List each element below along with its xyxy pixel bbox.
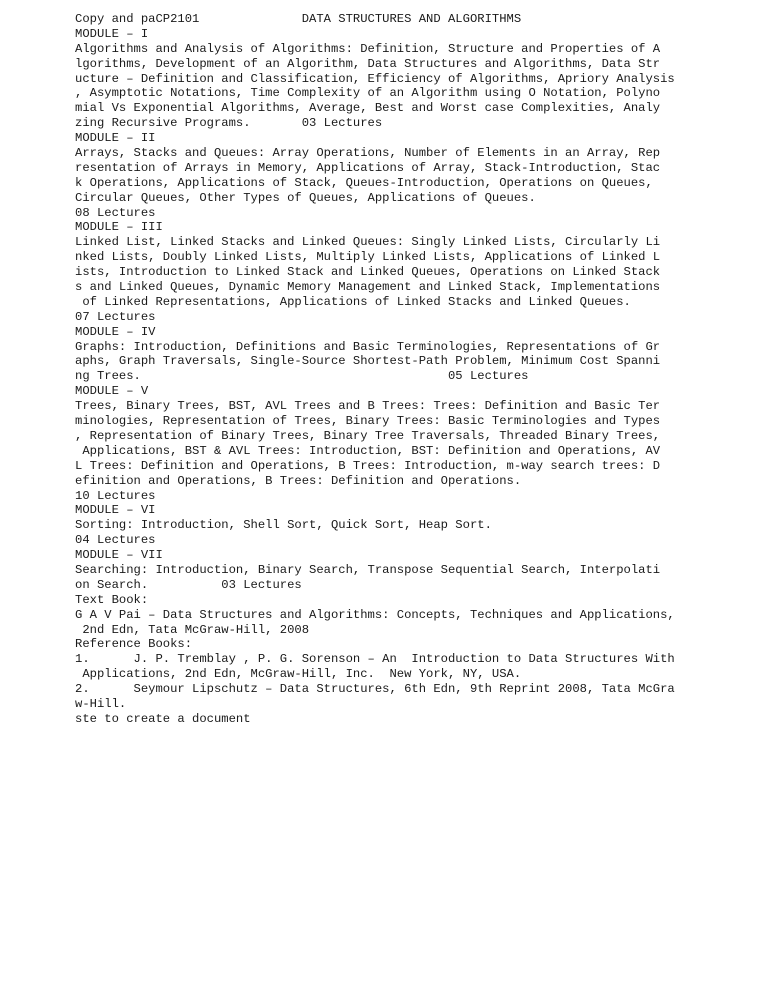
text-line: zing Recursive Programs. 03 Lectures bbox=[75, 116, 383, 131]
text-line: aphs, Graph Traversals, Single-Source Shortest-Path Problem, Minimum Cost Spanni bbox=[75, 354, 661, 369]
reference-line: 2. Seymour Lipschutz – Data Structures, 6th Edn, 9th Reprint 2008, Tata McGra bbox=[75, 682, 675, 697]
text-line: , Asymptotic Notations, Time Complexity of an Algorithm using O Notation, Polyno bbox=[75, 86, 661, 101]
module-heading: MODULE – II bbox=[75, 131, 156, 146]
lectures-line: 07 Lectures bbox=[75, 309, 156, 324]
text-line: Arrays, Stacks and Queues: Array Operations, Number of Elements in an Array, Rep bbox=[75, 146, 661, 161]
text-line: lgorithms, Development of an Algorithm, Data Structures and Algorithms, Data Str bbox=[75, 56, 661, 71]
text-line: ucture – Definition and Classification, Efficiency of Algorithms, Apriory Analysis bbox=[75, 71, 675, 86]
text-line: Circular Queues, Other Types of Queues, Applications of Queues. bbox=[75, 190, 536, 205]
module-heading: MODULE – III bbox=[75, 220, 163, 235]
module-heading: MODULE – VI bbox=[75, 503, 156, 518]
section-heading: Text Book: bbox=[75, 592, 149, 607]
text-line: resentation of Arrays in Memory, Applications of Array, Stack-Introduction, Stac bbox=[75, 160, 661, 175]
text-line: Linked List, Linked Stacks and Linked Queues: Singly Linked Lists, Circularly Li bbox=[75, 235, 661, 250]
lectures-line: 04 Lectures bbox=[75, 533, 156, 548]
trailing-line: ste to create a document bbox=[75, 711, 251, 726]
text-line: 2nd Edn, Tata McGraw-Hill, 2008 bbox=[75, 622, 310, 637]
lectures-line: 10 Lectures bbox=[75, 488, 156, 503]
text-line: Trees, Binary Trees, BST, AVL Trees and B Trees: Trees: Definition and Basic Ter bbox=[75, 399, 661, 414]
document-body bbox=[75, 12, 755, 727]
text-line: mial Vs Exponential Algorithms, Average, Best and Worst case Complexities, Analy bbox=[75, 101, 661, 116]
reference-line: w-Hill. bbox=[75, 696, 127, 711]
text-line: Graphs: Introduction, Definitions and Basic Terminologies, Representations of Gr bbox=[75, 339, 661, 354]
text-line: k Operations, Applications of Stack, Queues-Introduction, Operations on Queues, bbox=[75, 175, 653, 190]
module-heading: MODULE – I bbox=[75, 26, 149, 41]
text-line: of Linked Representations, Applications of Linked Stacks and Linked Queues. bbox=[75, 294, 631, 309]
lectures-line: 08 Lectures bbox=[75, 205, 156, 220]
text-line: ng Trees. 05 Lectures bbox=[75, 369, 529, 384]
text-line: on Search. 03 Lectures bbox=[75, 577, 302, 592]
text-line: , Representation of Binary Trees, Binary Tree Traversals, Threaded Binary Trees, bbox=[75, 428, 661, 443]
text-line: Algorithms and Analysis of Algorithms: Definition, Structure and Properties of A bbox=[75, 41, 661, 56]
reference-line: Applications, 2nd Edn, McGraw-Hill, Inc. New York, NY, USA. bbox=[75, 667, 522, 682]
module-heading: MODULE – IV bbox=[75, 324, 156, 339]
text-line: nked Lists, Doubly Linked Lists, Multiply Linked Lists, Applications of Linked L bbox=[75, 250, 661, 265]
module-heading: MODULE – V bbox=[75, 384, 149, 399]
section-heading: Reference Books: bbox=[75, 637, 193, 652]
text-line: L Trees: Definition and Operations, B Trees: Introduction, m-way search trees: D bbox=[75, 458, 661, 473]
text-line: minologies, Representation of Trees, Binary Trees: Basic Terminologies and Types bbox=[75, 414, 661, 429]
text-line: efinition and Operations, B Trees: Definition and Operations. bbox=[75, 473, 522, 488]
text-line: s and Linked Queues, Dynamic Memory Management and Linked Stack, Implementations bbox=[75, 280, 661, 295]
text-line: G A V Pai – Data Structures and Algorithms: Concepts, Techniques and Applications, bbox=[75, 607, 675, 622]
module-heading: MODULE – VII bbox=[75, 548, 163, 563]
reference-line: 1. J. P. Tremblay , P. G. Sorenson – An Introduction to Data Structures With bbox=[75, 652, 675, 667]
text-line: Searching: Introduction, Binary Search, Transpose Sequential Search, Interpolati bbox=[75, 562, 661, 577]
text-line: Sorting: Introduction, Shell Sort, Quick Sort, Heap Sort. bbox=[75, 518, 492, 533]
header-line: Copy and paCP2101 DATA STRUCTURES AND ALGORITHMS bbox=[75, 12, 522, 26]
text-line: Applications, BST & AVL Trees: Introduction, BST: Definition and Operations, AV bbox=[75, 443, 661, 458]
text-line: ists, Introduction to Linked Stack and Linked Queues, Operations on Linked Stack bbox=[75, 265, 661, 280]
